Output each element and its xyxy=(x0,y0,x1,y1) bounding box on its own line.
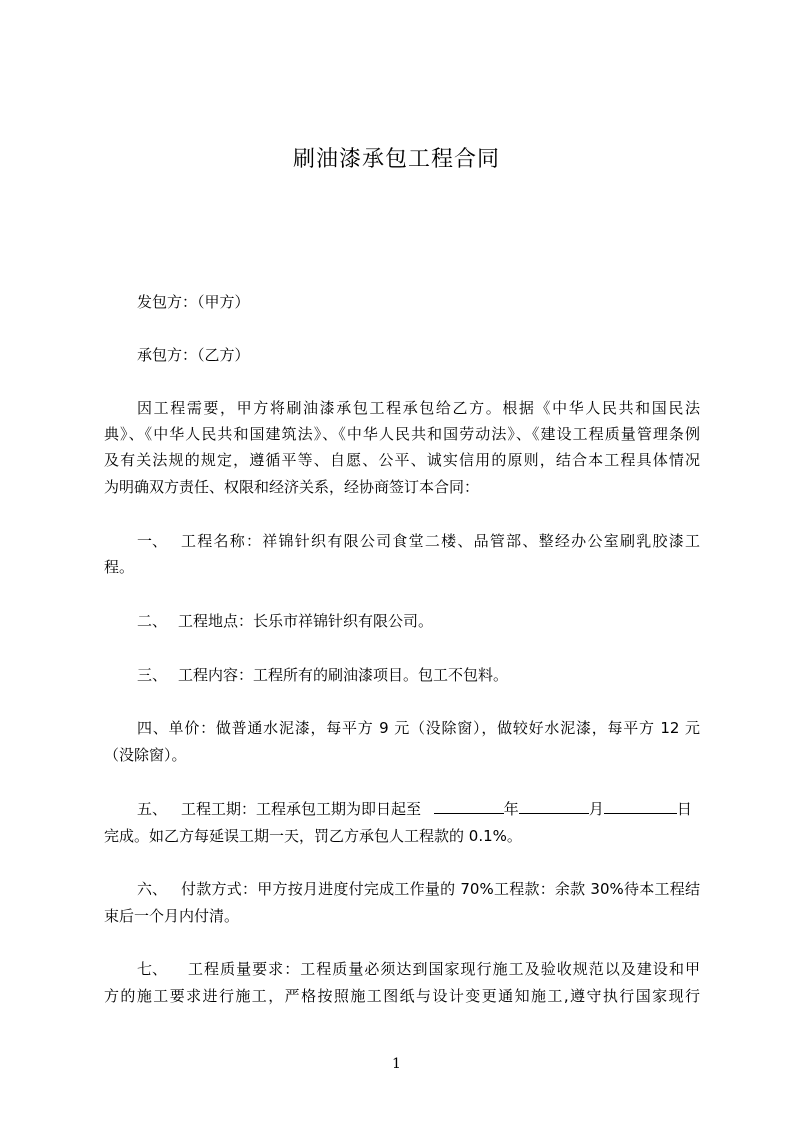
month-label: 月 xyxy=(588,800,604,818)
clause-1-number: 一、 xyxy=(137,532,168,550)
clause-5-line xyxy=(181,799,692,819)
clause-6-text: 付款方式：甲方按月进度付完成工作量的 70%工程款：余款 30%待本工程结 xyxy=(181,880,700,898)
clause-4-text: 四、单价：做普通水泥漆，每平方 9 元（没除窗），做较好水泥漆，每平方 12 元 xyxy=(137,719,700,737)
document-title: 刷油漆承包工程合同 xyxy=(292,147,500,172)
clause-7-text: 工程质量要求：工程质量必须达到国家现行施工及验收规范以及建设和甲 xyxy=(188,960,700,978)
clause-3-text: 工程内容：工程所有的刷油漆项目。包工不包料。 xyxy=(178,666,509,684)
intro-line-4: 为明确双方责任、权限和经济关系，经协商签订本合同： xyxy=(104,478,480,496)
clause-1-continuation: 程。 xyxy=(104,558,135,576)
year-label: 年 xyxy=(503,800,519,818)
year-blank xyxy=(434,799,504,814)
intro-line-1: 因工程需要，甲方将刷油漆承包工程承包给乙方。根据《中华人民共和国民法 xyxy=(137,399,700,417)
clause-4-continuation: （没除窗）。 xyxy=(104,746,187,764)
clause-7-number: 七、 xyxy=(137,960,168,978)
intro-line-2: 典》、《中华人民共和国建筑法》、《中华人民共和国劳动法》、《建设工程质量管理条例 xyxy=(104,425,700,443)
intro-line-3: 及有关法规的规定，遵循平等、自愿、公平、诚实信用的原则，结合本工程具体情况 xyxy=(104,451,700,469)
clause-2-text: 工程地点：长乐市祥锦针织有限公司。 xyxy=(178,612,434,630)
clause-6-continuation: 束后一个月内付清。 xyxy=(104,907,240,925)
employer-line: 发包方：（甲方） xyxy=(137,293,250,311)
clause-3-number: 三、 xyxy=(137,666,168,684)
page-number: 1 xyxy=(392,1056,401,1072)
day-blank xyxy=(604,799,677,814)
month-blank xyxy=(519,799,589,814)
clause-7-continuation: 方的施工要求进行施工，严格按照施工图纸与设计变更通知施工,遵守执行国家现行 xyxy=(104,987,700,1005)
clause-5-continuation: 完成。如乙方每延误工期一天，罚乙方承包人工程款的 0.1%。 xyxy=(104,827,522,845)
clause-6-number: 六、 xyxy=(137,880,168,898)
day-label: 日 xyxy=(676,800,692,818)
clause-2-number: 二、 xyxy=(137,612,168,630)
clause-5-number: 五、 xyxy=(137,800,168,818)
clause-5-lead: 工程工期：工程承包工期为即日起至 xyxy=(181,800,422,818)
clause-1-text: 工程名称：祥锦针织有限公司食堂二楼、品管部、整经办公室刷乳胶漆工 xyxy=(181,532,700,550)
contractor-line: 承包方：（乙方） xyxy=(137,346,250,364)
